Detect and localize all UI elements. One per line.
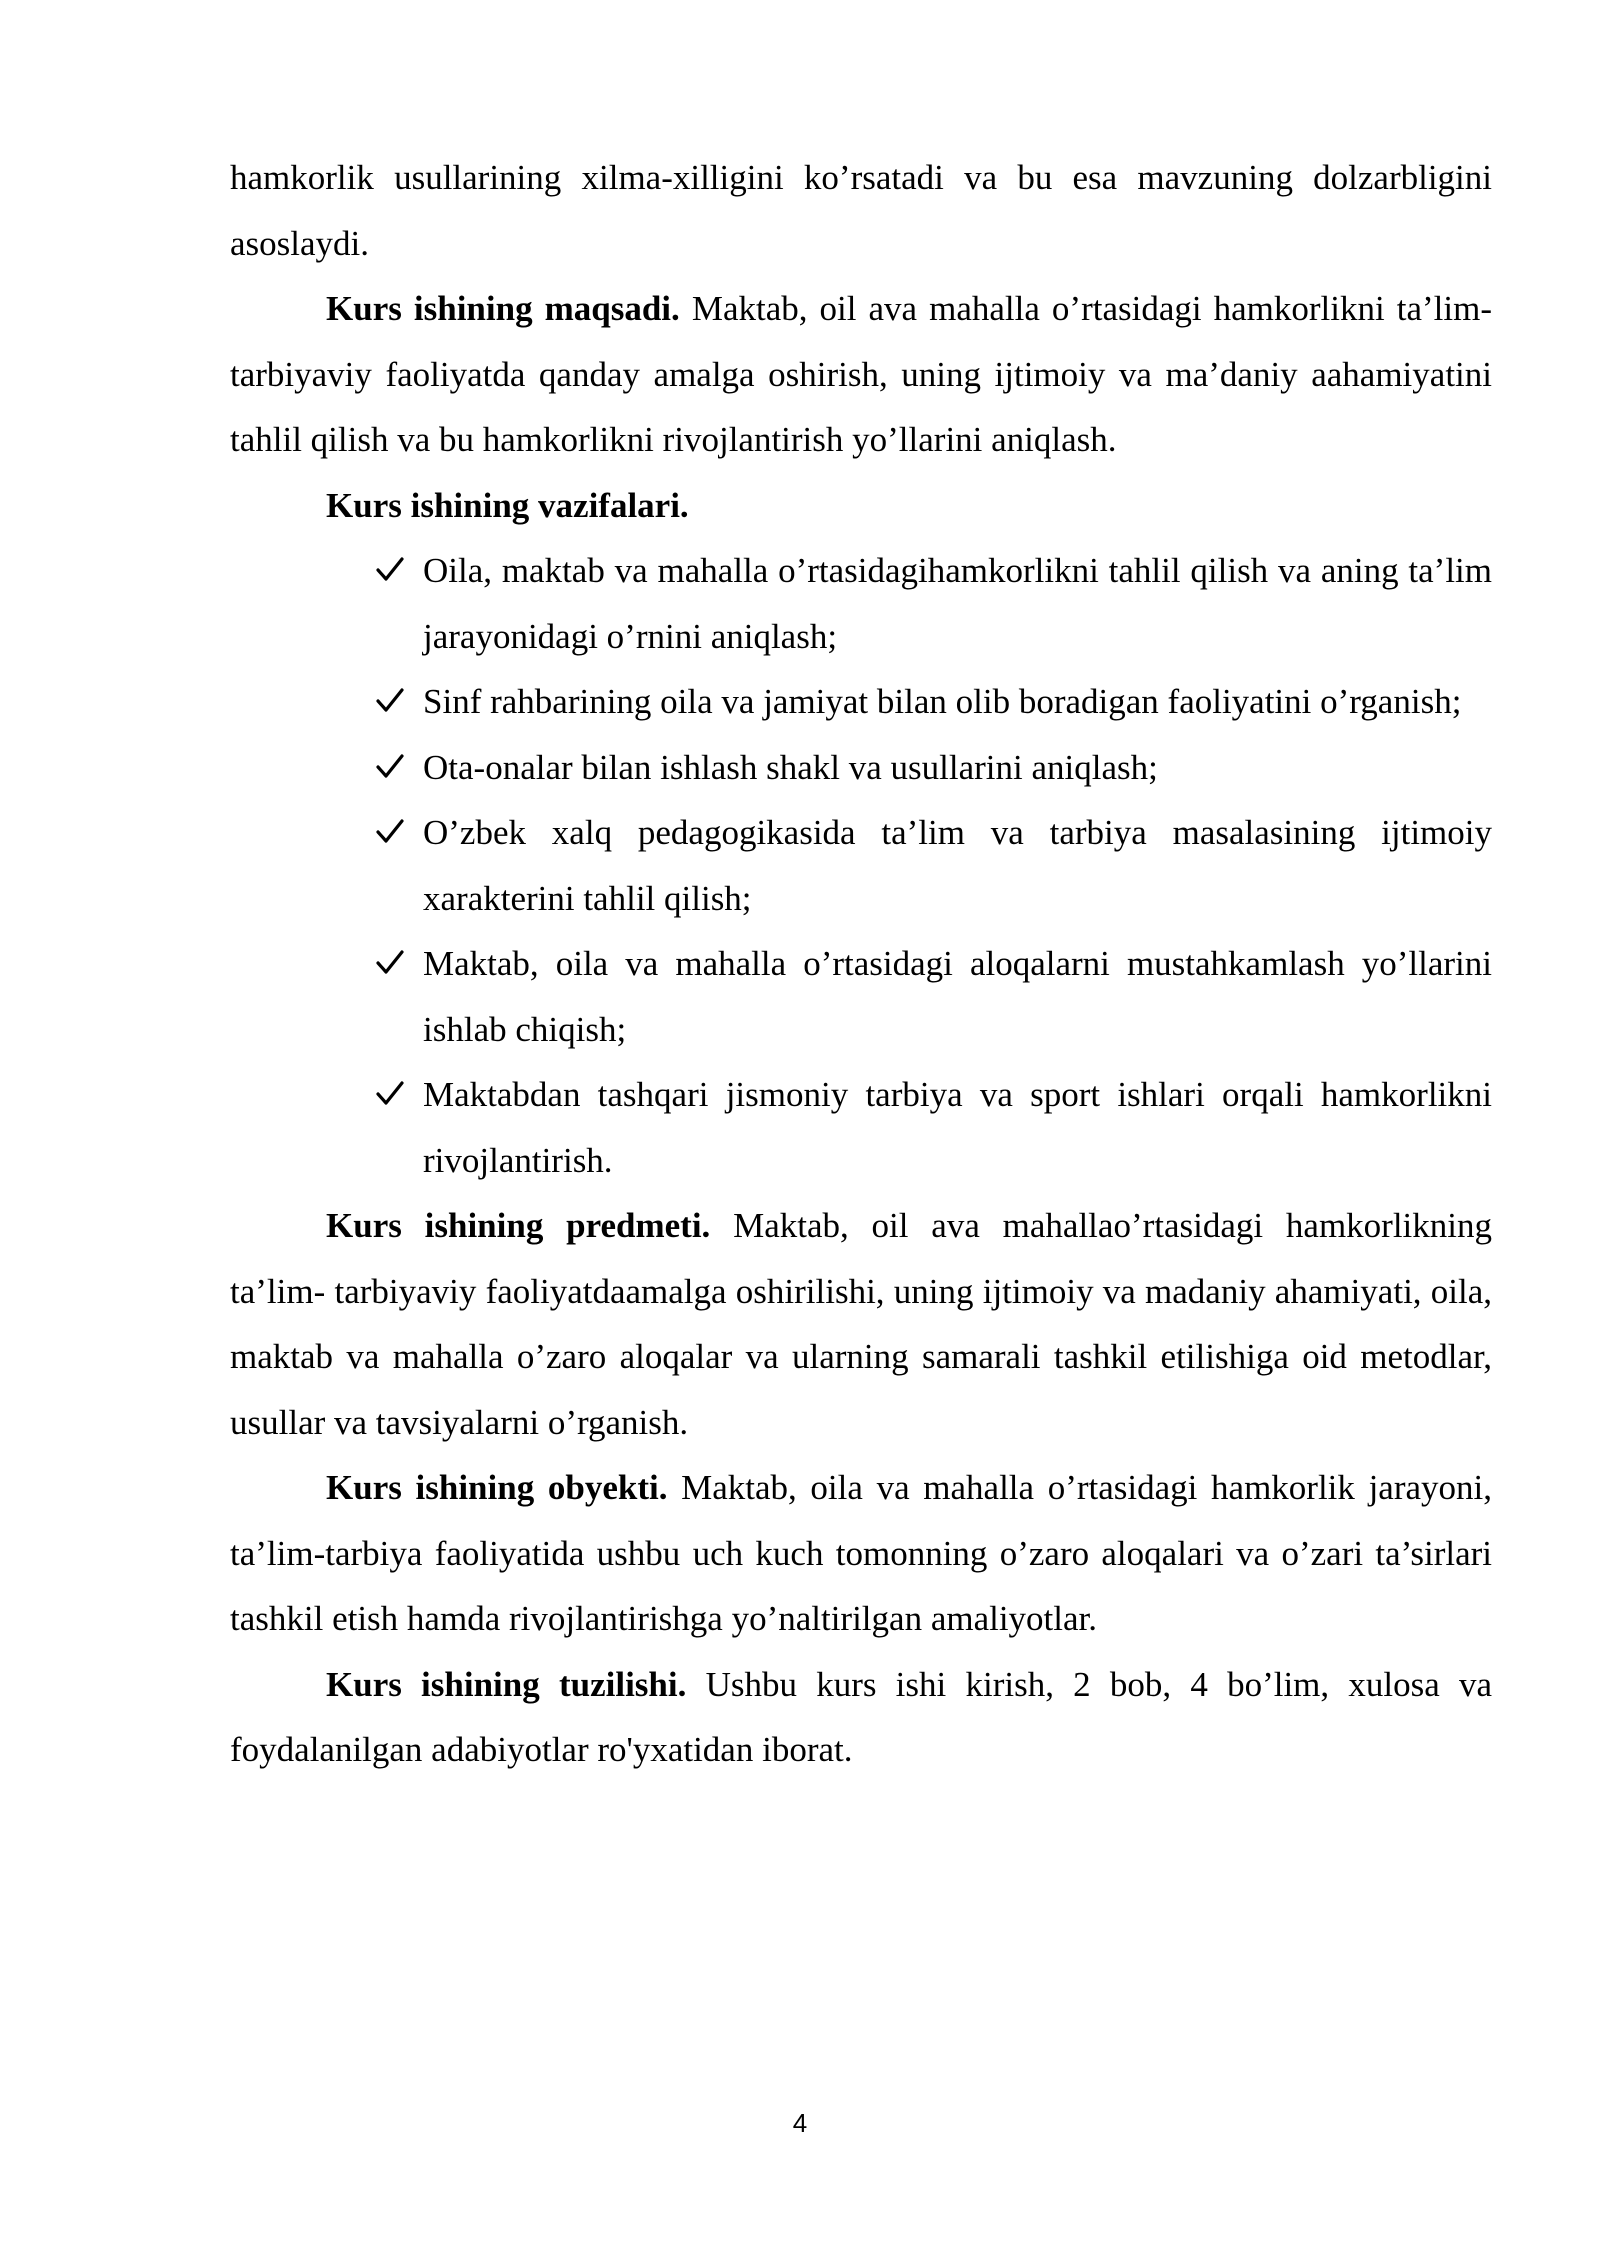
checkmark-icon [376,735,406,800]
tasks-heading [230,473,1492,539]
task-item [423,1062,1492,1193]
task-text: Oila, maktab va mahalla o’rtasidagihamkorlikni tahlil qilish va aning ta’lim jarayonidagi o’rnini aniqlash; [423,551,1492,656]
goal-text: Maktab, oil ava mahalla o’rtasidagi hamkorlikni ta’lim-tarbiyaviy faoliyatda qanday amalga oshirish, uning ijtimoiy va ma’daniy aahamiyatini tahlil qilish va bu hamkorlikni rivojlantirish yo’llarini aniqlash. [230,289,1492,459]
task-text: O’zbek xalq pedagogikasida ta’lim va tarbiya masalasining ijtimoiy xarakterini tahlil qilish; [423,813,1492,918]
goal-paragraph [230,276,1492,473]
subject-paragraph [230,1193,1492,1455]
task-text: Ota-onalar bilan ishlash shakl va usullarini aniqlash; [423,747,1158,787]
task-item [423,669,1492,735]
task-item [423,735,1492,801]
task-item [423,538,1492,669]
task-text: Maktab, oila va mahalla o’rtasidagi aloqalarni mustahkamlash yo’llarini ishlab chiqish; [423,944,1492,1049]
object-text: Maktab, oila va mahalla o’rtasidagi hamkorlik jarayoni, ta’lim-tarbiya faoliyatida ushbu uch kuch tomonning o’zaro aloqalari va o’zari ta’sirlari tashkil etish hamda rivojlantirishga yo’naltirilgan amaliyotlar. [230,1468,1492,1638]
task-item [423,931,1492,1062]
document-page [230,145,1492,1783]
checkmark-icon [376,538,406,603]
object-paragraph [230,1455,1492,1652]
checkmark-icon [376,669,406,734]
subject-text: Maktab, oil ava mahallao’rtasidagi hamkorlikning ta’lim- tarbiyaviy faoliyatdaamalga oshirilishi, uning ijtimoiy va madaniy ahamiyati, oila, maktab va mahalla o’zaro aloqalar va ularning samarali tashkil etilishiga oid metodlar, usullar va tavsiyalarni o’rganish. [230,1206,1492,1442]
structure-paragraph [230,1652,1492,1783]
task-text: Sinf rahbarining oila va jamiyat bilan olib boradigan faoliyatini o’rganish; [423,682,1462,721]
goal-label: Kurs ishining maqsadi. [326,289,680,328]
intro-paragraph: hamkorlik usullarining xilma-xilligini ko’rsatadi va bu esa mavzuning dolzarbligini asoslaydi. [230,158,1492,263]
checkmark-icon [376,800,406,865]
page-number: 4 [792,2108,808,2138]
object-label: Kurs ishining obyekti. [326,1468,668,1507]
structure-label: Kurs ishining tuzilishi. [326,1664,687,1704]
tasks-label: Kurs ishining vazifalari. [326,485,689,525]
task-item [423,800,1492,931]
structure-text: Ushbu kurs ishi kirish, 2 bob, 4 bo’lim, xulosa va foydalanilgan adabiyotlar ro'yxatidan iborat. [230,1664,1492,1769]
tasks-list [230,538,1492,1193]
subject-label: Kurs ishining predmeti. [326,1206,711,1245]
checkmark-icon [376,931,406,996]
checkmark-icon [376,1062,406,1127]
task-text: Maktabdan tashqari jismoniy tarbiya va sport ishlari orqali hamkorlikni rivojlantirish. [423,1075,1492,1180]
